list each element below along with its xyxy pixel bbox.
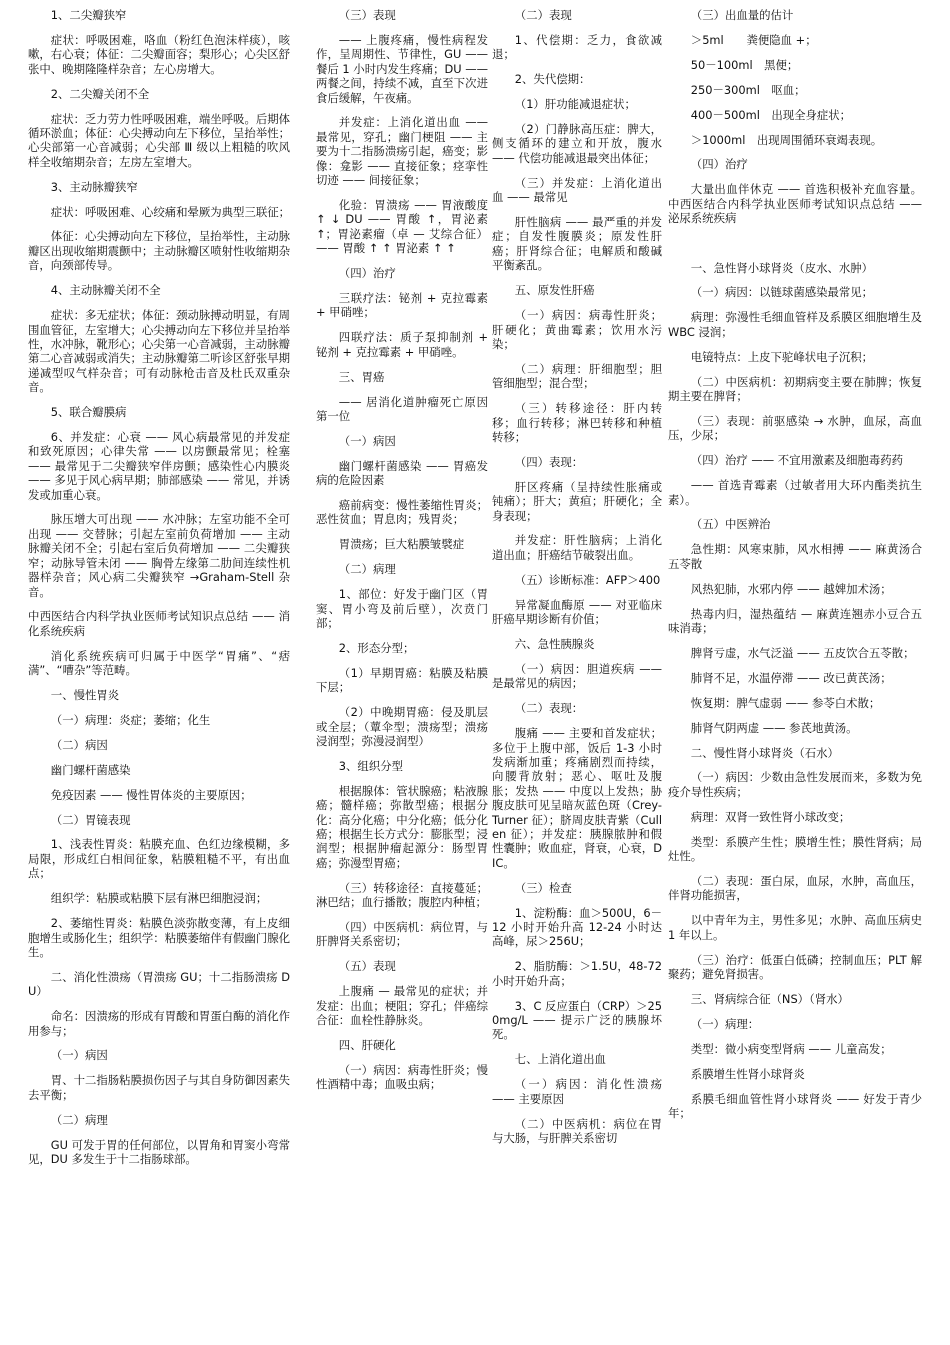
paragraph: （四）治疗 —— 不宜用激素及细胞毒药药 bbox=[690, 453, 904, 468]
paragraph: （二）表现：蛋白尿，血尿，水肿，高血压，伴肾功能损害， bbox=[668, 873, 922, 903]
paragraph: （三）并发症：上消化道出血 —— 最常见 bbox=[492, 175, 662, 205]
paragraph: 命名：因溃疡的形成有胃酸和胃蛋白酶的消化作用参与； bbox=[28, 1009, 291, 1038]
paragraph: 二、消化性溃疡（胃溃疡 GU；十二指肠溃疡 DU） bbox=[28, 969, 290, 999]
paragraph: 并发症：肝性脑病；上消化道出血；肝癌结节破裂出血。 bbox=[492, 533, 662, 562]
paragraph: （一）病因：少数由急性发展而来，多数为免疫介导性疾病； bbox=[668, 770, 922, 799]
paragraph: （一）病因：病毒性肝炎；肝硬化；黄曲霉素；饮用水污染； bbox=[492, 308, 662, 351]
paragraph: （1）早期胃癌：粘膜及粘膜下层； bbox=[316, 665, 488, 695]
paragraph: 一、急性肾小球肾炎（皮水、水肿） bbox=[690, 260, 874, 275]
paragraph: 6、并发症：心衰 —— 风心病最常见的并发症和致死原因；心律失常 —— 以房颤最常见；栓塞 —— 最常见于二尖瓣狭窄伴房颤；感染性心内膜炎 —— 多见于风心病早期；肺部感染 —— 常见，并诱发或加重心衰。 bbox=[28, 429, 294, 502]
paragraph: （二）病理 bbox=[50, 1112, 108, 1127]
paragraph: （四）治疗 bbox=[338, 266, 396, 281]
paragraph: （四）治疗 bbox=[690, 157, 748, 172]
column-4 bbox=[668, 8, 926, 1338]
paragraph: 病理：弥漫性毛细血管样及系膜区细胞增生及 WBC 浸润； bbox=[668, 310, 926, 339]
paragraph: 症状：呼吸困难，咯血（粉红色泡沫样痰），咳嗽，右心衰；体征：二尖瓣面容；梨形心；心尖区舒张中、晚期隆隆样杂音；左心房增大。 bbox=[28, 32, 290, 76]
paragraph: （二）病理 bbox=[338, 562, 396, 577]
paragraph: 1、部位：好发于幽门区（胃窦、胃小弯及前后壁），次贲门部； bbox=[316, 587, 488, 630]
paragraph: （二）中医病机：病位在胃与大肠，与肝脾关系密切 bbox=[492, 1116, 662, 1145]
paragraph: 2、萎缩性胃炎：粘膜色淡弥散变薄，有上皮细胞增生或肠化生；组织学：粘膜萎缩伴有假幽门腺化生。 bbox=[28, 916, 290, 959]
paragraph: （三）治疗：低蛋白低磷；控制血压；PLT 解聚药；避免肾损害。 bbox=[668, 952, 922, 981]
paragraph: 胃溃疡；巨大粘膜皱襞症 bbox=[338, 537, 465, 552]
paragraph: （一）病因 bbox=[50, 1048, 108, 1063]
paragraph: 以中青年为主，男性多见；水肿、高血压病史 1 年以上。 bbox=[668, 913, 926, 942]
paragraph: （二）病理：肝细胞型；胆管细胞型；混合型； bbox=[492, 361, 662, 391]
paragraph: （一）病理： bbox=[690, 1016, 760, 1031]
paragraph: 肝性脑病 —— 最严重的并发症；自发性腹膜炎；原发性肝癌；肝肾综合征；电解质和酸碱平衡紊乱。 bbox=[492, 215, 662, 273]
paragraph: 三联疗法：铋剂 + 克拉霉素 + 甲硝唑； bbox=[316, 291, 492, 320]
paragraph: 1、代偿期：乏力，食欲减退； bbox=[492, 32, 662, 62]
paragraph bbox=[668, 236, 922, 250]
paragraph: 电镜特点：上皮下驼峰状电子沉积； bbox=[690, 349, 874, 364]
paragraph: —— 首选青霉素（过敏者用大环内酯类抗生素）。 bbox=[668, 478, 922, 507]
paragraph: （二）胃镜表现 bbox=[50, 812, 131, 827]
paragraph: 二、慢性肾小球肾炎（石水） bbox=[690, 745, 839, 760]
paragraph: （二）表现： bbox=[514, 701, 584, 716]
paragraph: 免疫因素 —— 慢性胃体炎的主要原因； bbox=[50, 787, 252, 802]
paragraph: —— 居消化道肿瘤死亡原因第一位 bbox=[316, 394, 488, 423]
paragraph: （四）表现： bbox=[514, 454, 584, 469]
paragraph: （一）病理：炎症；萎缩；化生 bbox=[50, 712, 211, 727]
paragraph: （三）检查 bbox=[514, 880, 572, 895]
paragraph: 恢复期：脾气虚弱 —— 参苓白术散； bbox=[690, 695, 881, 710]
paragraph: 症状：多无症状；体征：颈动脉搏动明显，有周围血管征，左室增大；心尖搏动向左下移位并呈抬举性，水冲脉，靴形心；心尖第一心音减弱，主动脉瓣第二心音减弱或消失；主动脉瓣第二听诊区舒张早期递减型叹气样杂音；可有动脉枪击音及杜氏双重杂音。 bbox=[28, 308, 291, 395]
column-3 bbox=[492, 8, 666, 1338]
paragraph: 大量出血伴休克 —— 首选积极补充血容量。中西医结合内科学执业医师考试知识点总结 —— 泌尿系统疾病 bbox=[668, 182, 926, 226]
paragraph: （三）出血量的估计 bbox=[690, 8, 794, 22]
paragraph: 癌前病变：慢性萎缩性胃炎；恶性贫血；胃息肉；残胃炎； bbox=[316, 498, 488, 527]
paragraph: （1）肝功能减退症状； bbox=[514, 97, 636, 112]
paragraph: （一）病因：消化性溃疡 —— 主要原因 bbox=[492, 1077, 666, 1106]
paragraph: 三、肾病综合征（NS）（肾水） bbox=[690, 991, 849, 1006]
paragraph: （五）诊断标准：AFP＞400 bbox=[514, 572, 661, 587]
paragraph: 肺肾气阴两虚 —— 参芪地黄汤。 bbox=[690, 720, 858, 735]
paragraph: 类型：微小病变型肾病 —— 儿童高发； bbox=[690, 1041, 892, 1056]
paragraph: 50－100ml 黑便； bbox=[690, 57, 799, 72]
paragraph: 2、失代偿期： bbox=[514, 72, 591, 87]
paragraph: （一）病因：胆道疾病 —— 是最常见的病因； bbox=[492, 661, 666, 691]
paragraph: 病理：双肾一致性肾小球改变； bbox=[690, 809, 851, 824]
paragraph: 1、浅表性胃炎：粘膜充血、色红边缘模糊，多局限，形成红白相间征象，粘膜粗糙不平，有出血点； bbox=[28, 837, 290, 881]
paragraph: 肺肾不足，水温停滞 —— 改已黄芪汤； bbox=[690, 670, 892, 685]
paragraph: （五）表现 bbox=[338, 959, 396, 974]
paragraph: 5、联合瓣膜病 bbox=[50, 405, 127, 420]
paragraph: （2）门静脉高压症：脾大，侧支循环的建立和开放，腹水 —— 代偿功能减退最突出体征； bbox=[492, 122, 666, 165]
paragraph: （二）表现 bbox=[514, 8, 572, 22]
paragraph: 2、形态分型； bbox=[338, 640, 415, 655]
paragraph: （三）转移途径：直接蔓延；淋巴结；血行播散；腹腔内种植； bbox=[316, 880, 488, 910]
paragraph: 中西医结合内科学执业医师考试知识点总结 —— 消化系统疾病 bbox=[28, 609, 290, 638]
paragraph: （一）病因：病毒性肝炎；慢性酒精中毒；血吸虫病； bbox=[316, 1062, 488, 1092]
paragraph: 2、二尖瓣关闭不全 bbox=[50, 86, 150, 101]
paragraph: 一、慢性胃炎 bbox=[50, 688, 120, 703]
paragraph: 消化系统疾病可归属于中医学“胃痛”、“痞满”、“嘈杂”等范畴。 bbox=[28, 648, 290, 678]
paragraph: 七、上消化道出血 bbox=[514, 1052, 606, 1067]
paragraph: （一）病因：以链球菌感染最常见； bbox=[690, 285, 874, 300]
paragraph: 幽门螺杆菌感染 bbox=[50, 762, 131, 777]
paragraph: （2）中晚期胃癌：侵及肌层或全层；（蕈伞型；溃疡型；溃疡浸润型；弥漫浸润型） bbox=[316, 705, 488, 748]
paragraph: ＞1000ml 出现周围循环衰竭表现。 bbox=[690, 132, 883, 147]
paragraph: 上腹痛 — 最常见的症状；并发症：出血；梗阻；穿孔；伴癌综合征：血栓性静脉炎。 bbox=[316, 984, 488, 1028]
paragraph: GU 可发于胃的任何部位，以胃角和胃窦小弯常见，DU 多发生于十二指肠球部。 bbox=[28, 1137, 290, 1166]
paragraph: 4、主动脉瓣关闭不全 bbox=[50, 283, 161, 298]
paragraph: 六、急性胰腺炎 bbox=[514, 637, 595, 651]
paragraph: 热毒内归，湿热蕴结 — 麻黄连翘赤小豆合五味消毒； bbox=[668, 606, 922, 635]
paragraph: 风热犯肺，水邪内停 —— 越婢加术汤； bbox=[690, 581, 892, 596]
paragraph: 2、脂肪酶：＞1.5U，48-72 小时开始升高； bbox=[492, 959, 666, 988]
paragraph: （一）病因 bbox=[338, 433, 396, 448]
paragraph: 症状：乏力劳力性呼吸困难，端坐呼吸。后期体循环淤血；体征：心尖搏动向左下移位，呈抬举性；心尖部第一心音减弱；心尖部 Ⅲ 级以上粗糙的吹风样全收缩期杂音；左房左室增大。 bbox=[28, 111, 291, 169]
paragraph: 急性期：风寒束肺，风水相搏 —— 麻黄汤合五苓散 bbox=[668, 542, 922, 571]
paragraph: 系膜增生性肾小球肾炎 bbox=[690, 1066, 805, 1081]
paragraph: （二）病因 bbox=[50, 737, 108, 752]
paragraph: 400－500ml 出现全身症状； bbox=[690, 107, 852, 122]
paragraph: 3、主动脉瓣狭窄 bbox=[50, 179, 138, 194]
paragraph: 化验：胃溃疡 —— 胃液酸度 ↑ ↓ DU —— 胃酸 ↑，胃泌素 ↑；胃泌素瘤（卓 — 艾综合征）—— 胃酸 ↑ ↑ 胃泌素 ↑ ↑ bbox=[316, 197, 492, 256]
paragraph: （四）中医病机：病位胃，与肝脾肾关系密切； bbox=[316, 920, 488, 949]
paragraph: 根据腺体：管状腺癌；粘液腺癌；髓样癌；弥散型癌；根据分化：高分化癌；中分化癌；低分化癌；根据生长方式分：膨胀型；浸润型；根据肿瘤起源分：肠型胃癌；弥漫型胃癌； bbox=[316, 783, 488, 870]
paragraph: 250－300ml 呕血； bbox=[690, 82, 806, 97]
paragraph: （五）中医辨治 bbox=[690, 517, 771, 532]
paragraph: 1、淀粉酶：血＞500U，6－12 小时开始升高 12-24 小时达高峰，尿＞256U； bbox=[492, 905, 662, 949]
paragraph: 组织学：粘膜或粘膜下层有淋巴细胞浸润； bbox=[50, 891, 268, 906]
paragraph: 异常凝血酶原 —— 对亚临床肝癌早期诊断有价值； bbox=[492, 597, 662, 627]
paragraph: 并发症：上消化道出血 —— 最常见，穿孔；幽门梗阻 —— 主要为十二指肠溃疡引起，癌变；影像：龛影 —— 直接征象；痉挛性切迹 —— 间接征象； bbox=[316, 115, 492, 188]
paragraph: 3、C 反应蛋白（CRP）＞250mg/L —— 提示广泛的胰腺坏死。 bbox=[492, 998, 662, 1042]
paragraph: 1、二尖瓣狭窄 bbox=[50, 8, 127, 22]
paragraph: （三）转移途径：肝内转移；血行转移；淋巴转移和种植转移； bbox=[492, 401, 662, 444]
paragraph: （三）表现 bbox=[338, 8, 396, 22]
paragraph: 胃、十二指肠粘膜损伤因子与其自身防御因素失去平衡； bbox=[28, 1073, 291, 1102]
paragraph: 幽门螺杆菌感染 —— 胃癌发病的危险因素 bbox=[316, 458, 488, 488]
paragraph: 脾肾亏虚，水气泛溢 —— 五皮饮合五苓散； bbox=[690, 645, 915, 660]
paragraph: 肝区疼痛（呈持续性胀痛或钝痛）；肝大；黄疸；肝硬化；全身表现； bbox=[492, 479, 662, 523]
column-2 bbox=[316, 8, 492, 1338]
paragraph: 系膜毛细血管性肾小球肾炎 —— 好发于青少年； bbox=[668, 1091, 922, 1120]
paragraph: 四、肝硬化 bbox=[338, 1037, 396, 1052]
paragraph: （三）表现：前驱感染 → 水肿，血尿，高血压，少尿； bbox=[668, 413, 922, 443]
paragraph: 类型：系膜产生性；膜增生性；膜性肾病；局灶性。 bbox=[668, 834, 922, 864]
paragraph: ＞5ml 粪便隐血 +； bbox=[690, 32, 817, 47]
paragraph: 3、组织分型 bbox=[338, 758, 403, 773]
paragraph: 体征：心尖搏动向左下移位，呈抬举性，主动脉瓣区出现收缩期震颤中；主动脉瓣区喷射性收缩期杂音，向颈部传导。 bbox=[28, 229, 291, 273]
paragraph: （二）中医病机：初期病变主要在肺脾；恢复期主要在脾肾； bbox=[668, 374, 922, 403]
paragraph: —— 上腹疼痛，慢性病程发作，呈周期性、节律性，GU —— 餐后 1 小时内发生疼痛；DU —— 两餐之间，持续不减，直至下次进食后缓解，午夜痛。 bbox=[316, 32, 492, 105]
paragraph: 四联疗法：质子泵抑制剂 + 铋剂 + 克拉霉素 + 甲硝唑。 bbox=[316, 330, 492, 359]
paragraph: 症状：呼吸困难、心绞痛和晕厥为典型三联征； bbox=[50, 204, 291, 219]
paragraph: 三、胃癌 bbox=[338, 369, 385, 384]
paragraph: 腹痛 —— 主要和首发症状；多位于上腹中部，饭后 1-3 小时发病渐加重；疼痛剧烈而持续，向腰背放射；恶心、呕吐及腹胀；发热 —— 中度以上发热；胁腹皮肤可见呈暗灰蓝色斑（Crey-Turner 征）；脐周皮肤青紫（Cullen 征）；并发症：胰腺脓肿和假性囊肿；败血症，肾衰，心衰，DIC。 bbox=[492, 726, 662, 870]
paragraph: 五、原发性肝癌 bbox=[514, 283, 595, 298]
column-1 bbox=[28, 8, 294, 1338]
paragraph: 脉压增大可出现 —— 水冲脉；左室功能不全可出现 —— 交替脉；引起左室前负荷增加 —— 主动脉瓣关闭不全；引起右室后负荷增加 —— 二尖瓣狭窄；动脉导管未闭 —— 胸骨左缘第二肋间连续性机器样杂音；风心病二尖瓣狭窄 →Graham-Stell 杂音。 bbox=[28, 512, 290, 599]
